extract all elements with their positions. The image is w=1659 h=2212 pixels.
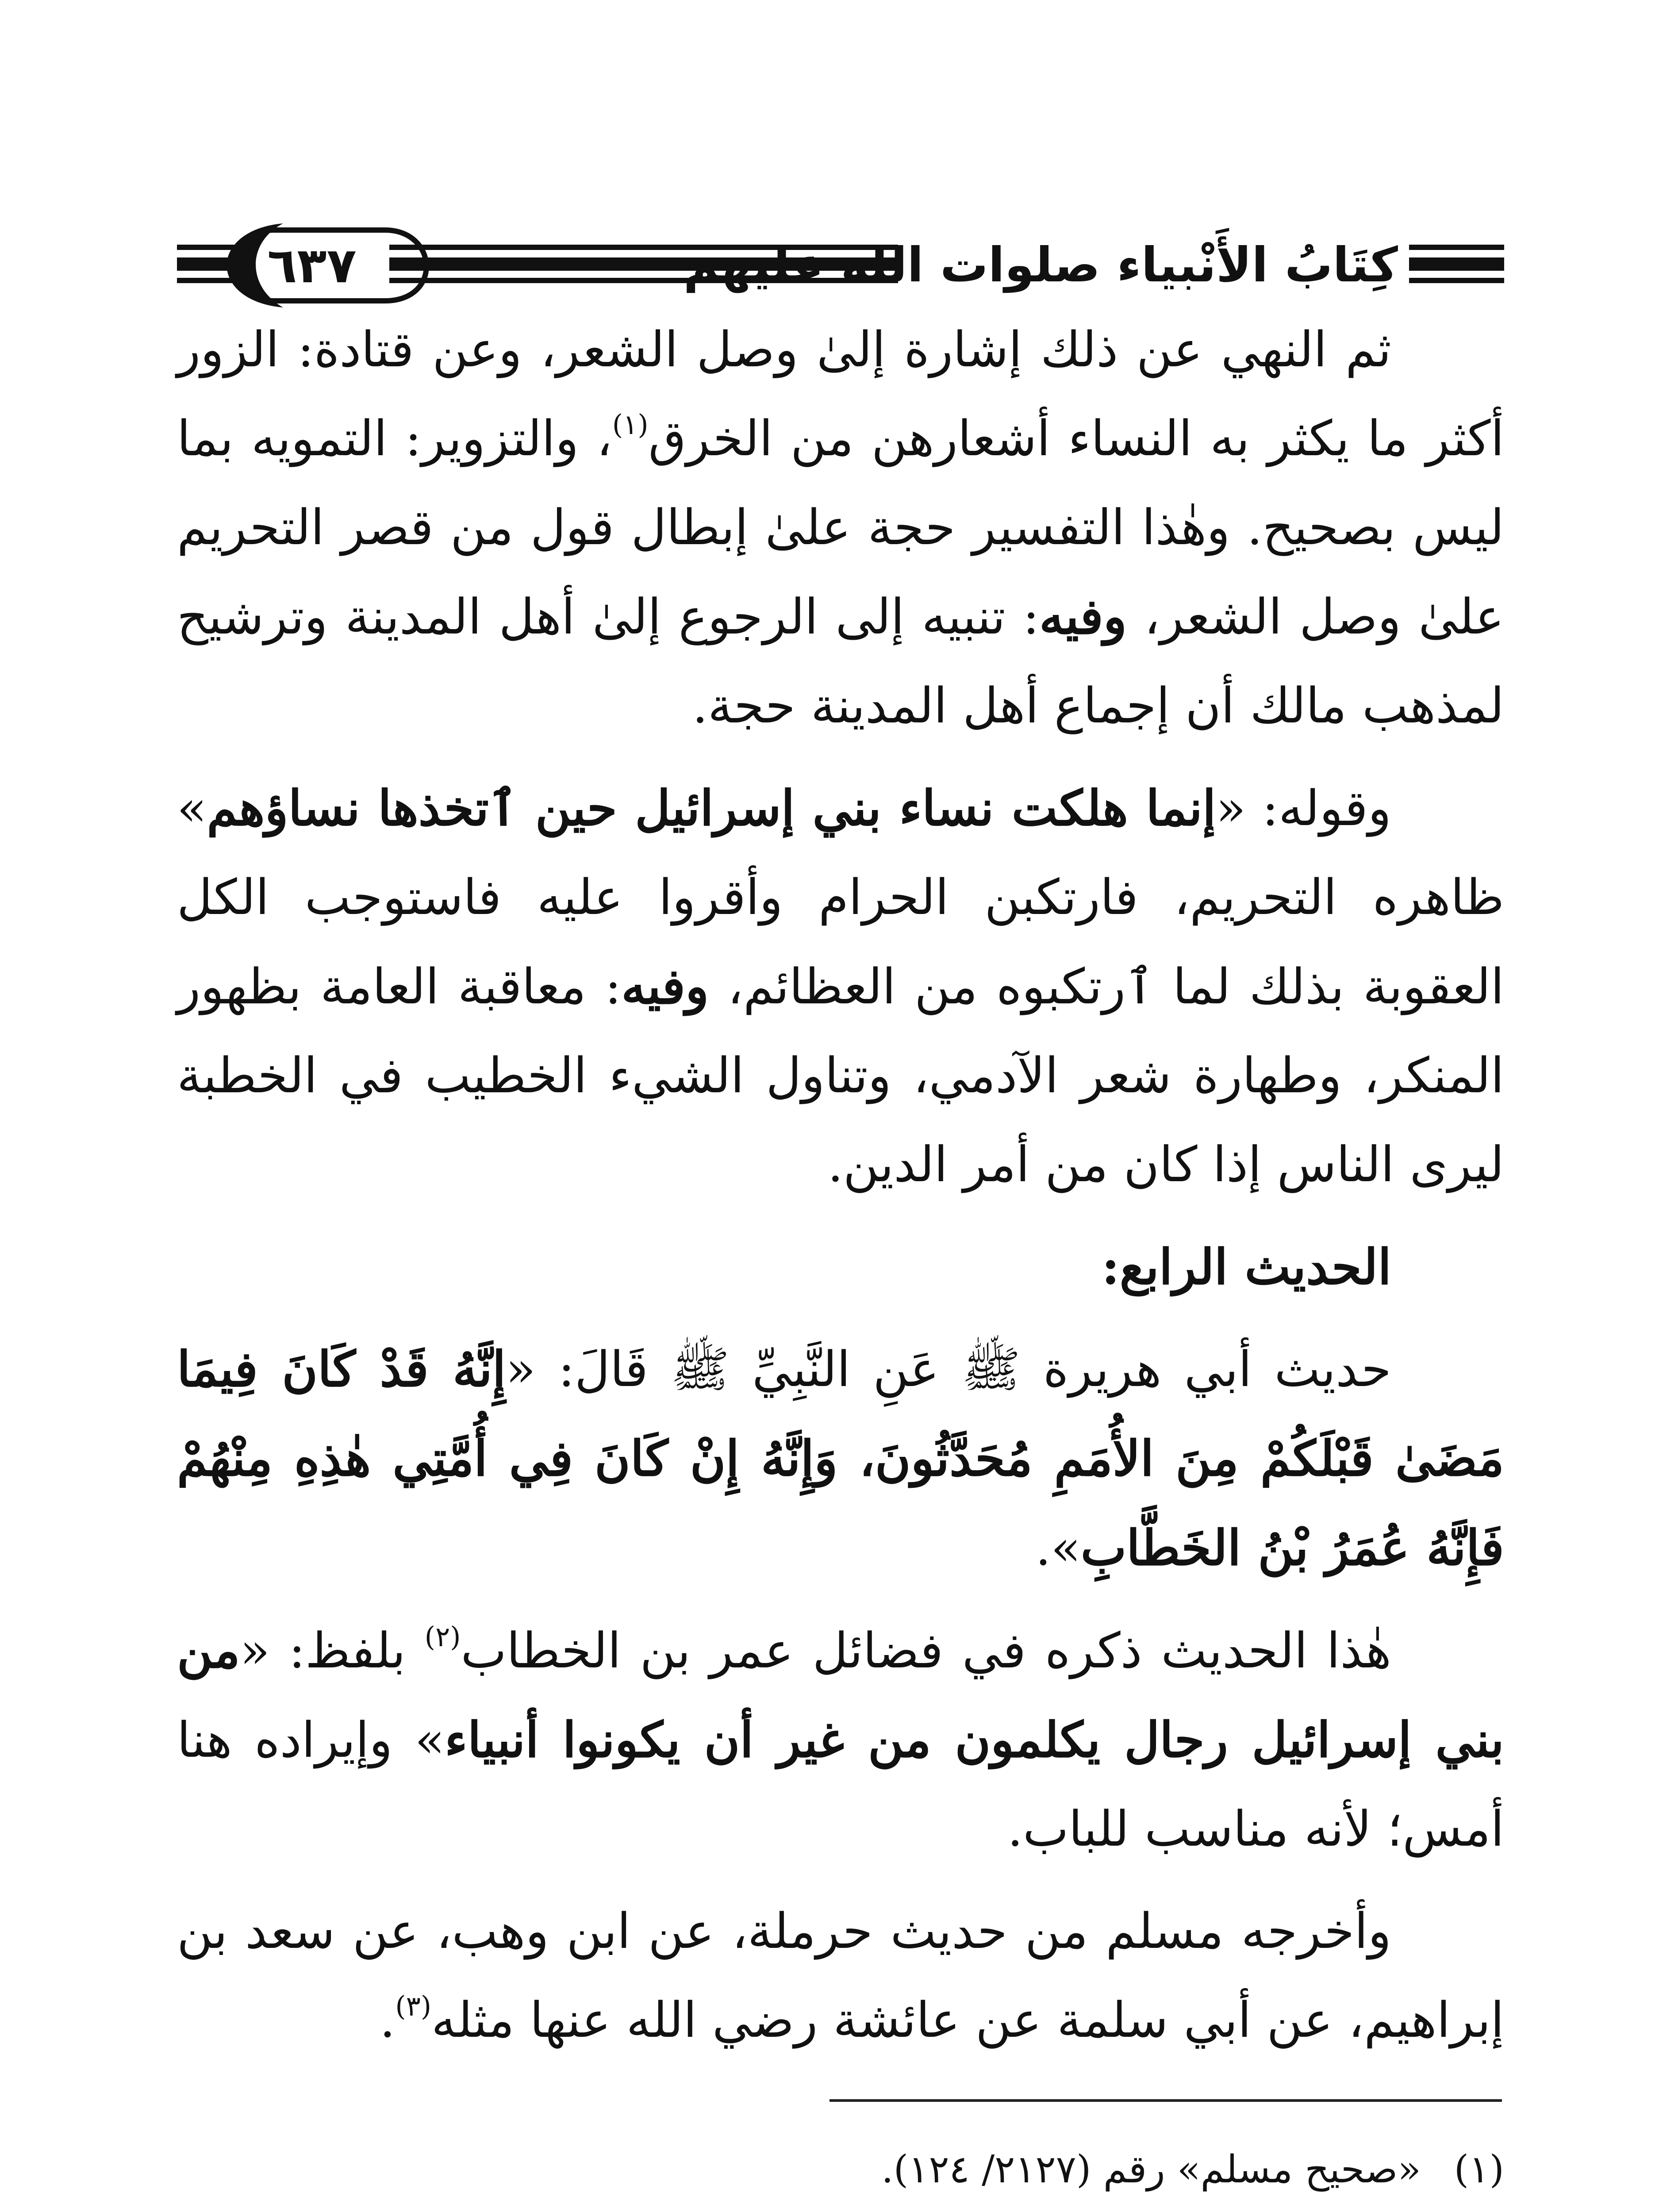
running-title: كِتَابُ الأَنْبياء صلوات الله عليهم xyxy=(683,238,1398,293)
paragraph-text: وقوله: « xyxy=(1216,780,1391,837)
hadith-quote: إنما هلكت نساء بني إسرائيل حين ٱتخذها نساؤهم xyxy=(207,780,1216,837)
footnote-ref-2[interactable]: (٢) xyxy=(424,1621,461,1653)
footnotes xyxy=(177,2132,1504,2212)
footnote-number: (١) xyxy=(1454,2147,1504,2192)
paragraph-text: حديث أبي هريرة ﷺ عَنِ النَّبِيِّ ﷺ قَالَ: « xyxy=(506,1341,1391,1398)
paragraph-text: : معاقبة العامة بظهور المنكر، وطهارة شعر الآدمي، وتناول الشيء الخطيب في الخطبة ليرى الناس إذا كان من أمر الدين. xyxy=(177,958,1504,1193)
paragraph-text: ». xyxy=(1035,1520,1081,1576)
page-number: ٦٣٧ xyxy=(267,237,357,294)
hadith-quote: من بني إسرائيل رجال يكلمون من غير أن يكونوا أنبياء xyxy=(177,1622,1504,1768)
footnote-number xyxy=(1433,2207,1504,2212)
section-heading: الحديث الرابع: xyxy=(1102,1238,1391,1295)
footnote-text: «صحيح مسلم» رقم (٢١٢٧/ ١٢٤). xyxy=(881,2147,1421,2192)
bold-term: وفيه xyxy=(621,958,709,1015)
page-header xyxy=(0,0,1659,354)
paragraph-1 xyxy=(177,305,1504,750)
paragraph-text: » وإيراده هنا أمس؛ لأنه مناسب للباب. xyxy=(177,1712,1504,1857)
footnote-ref-3[interactable]: (٣) xyxy=(395,1990,432,2022)
footnote-ref-1[interactable]: (١) xyxy=(612,408,649,441)
paragraph-text: وأخرجه مسلم من حديث حرملة، عن ابن وهب، عن سعد بن إبراهيم، عن أبي سلمة عن عائشة رضي الله عنها مثله xyxy=(177,1903,1504,2048)
paragraph-5 xyxy=(177,1887,1504,2065)
footnote-text xyxy=(763,2207,1433,2212)
bold-term: وفيه xyxy=(1039,588,1127,645)
hadith-text: إِنَّهُ قَدْ كَانَ فِيمَا مَضَىٰ قَبْلَكُمْ مِنَ الأُمَمِ مُحَدَّثُونَ، وَإِنَّهُ إِنْ كَانَ فِي أُمَّتِي هٰذِهِ مِنْهُمْ فَإِنَّهُ عُمَرُ بْنُ الخَطَّابِ xyxy=(177,1340,1504,1576)
paragraph-text: » ظاهره التحريم، فارتكبن الحرام وأقروا عليه فاستوجب الكل العقوبة بذلك لما ٱرتكبوه من العظائم، xyxy=(177,780,1504,1015)
paragraph-hadith xyxy=(177,1325,1504,1593)
paragraph-text: : تنبيه إلى الرجوع إلىٰ أهل المدينة وترشيح لمذهب مالك أن إجماع أهل المدينة حجة. xyxy=(177,588,1504,734)
header-rules-ornament xyxy=(0,0,1659,354)
paragraph-text: ، والتزوير: التمويه بما ليس بصحيح. وهٰذا التفسير حجة علىٰ إبطال قول من قصر التحريم علىٰ وصل الشعر، xyxy=(177,410,1505,645)
paragraph-text: . xyxy=(380,1992,396,2048)
paragraph-text: هٰذا الحديث ذكره في فضائل عمر بن الخطاب xyxy=(461,1622,1391,1679)
paragraph-2 xyxy=(177,764,1504,1209)
footnote-2 xyxy=(177,2207,1504,2212)
paragraph-4 xyxy=(177,1606,1504,1874)
paragraph-text: بلفظ: « xyxy=(240,1622,425,1679)
main-text xyxy=(177,305,1504,2065)
footnote-divider xyxy=(830,2099,1502,2102)
paragraph-text: ثم النهي عن ذلك إشارة إلىٰ وصل الشعر، وعن قتادة: الزور أكثر ما يكثر به النساء أشعارهن من الخرق xyxy=(177,321,1504,467)
footnote-1 xyxy=(177,2132,1504,2207)
